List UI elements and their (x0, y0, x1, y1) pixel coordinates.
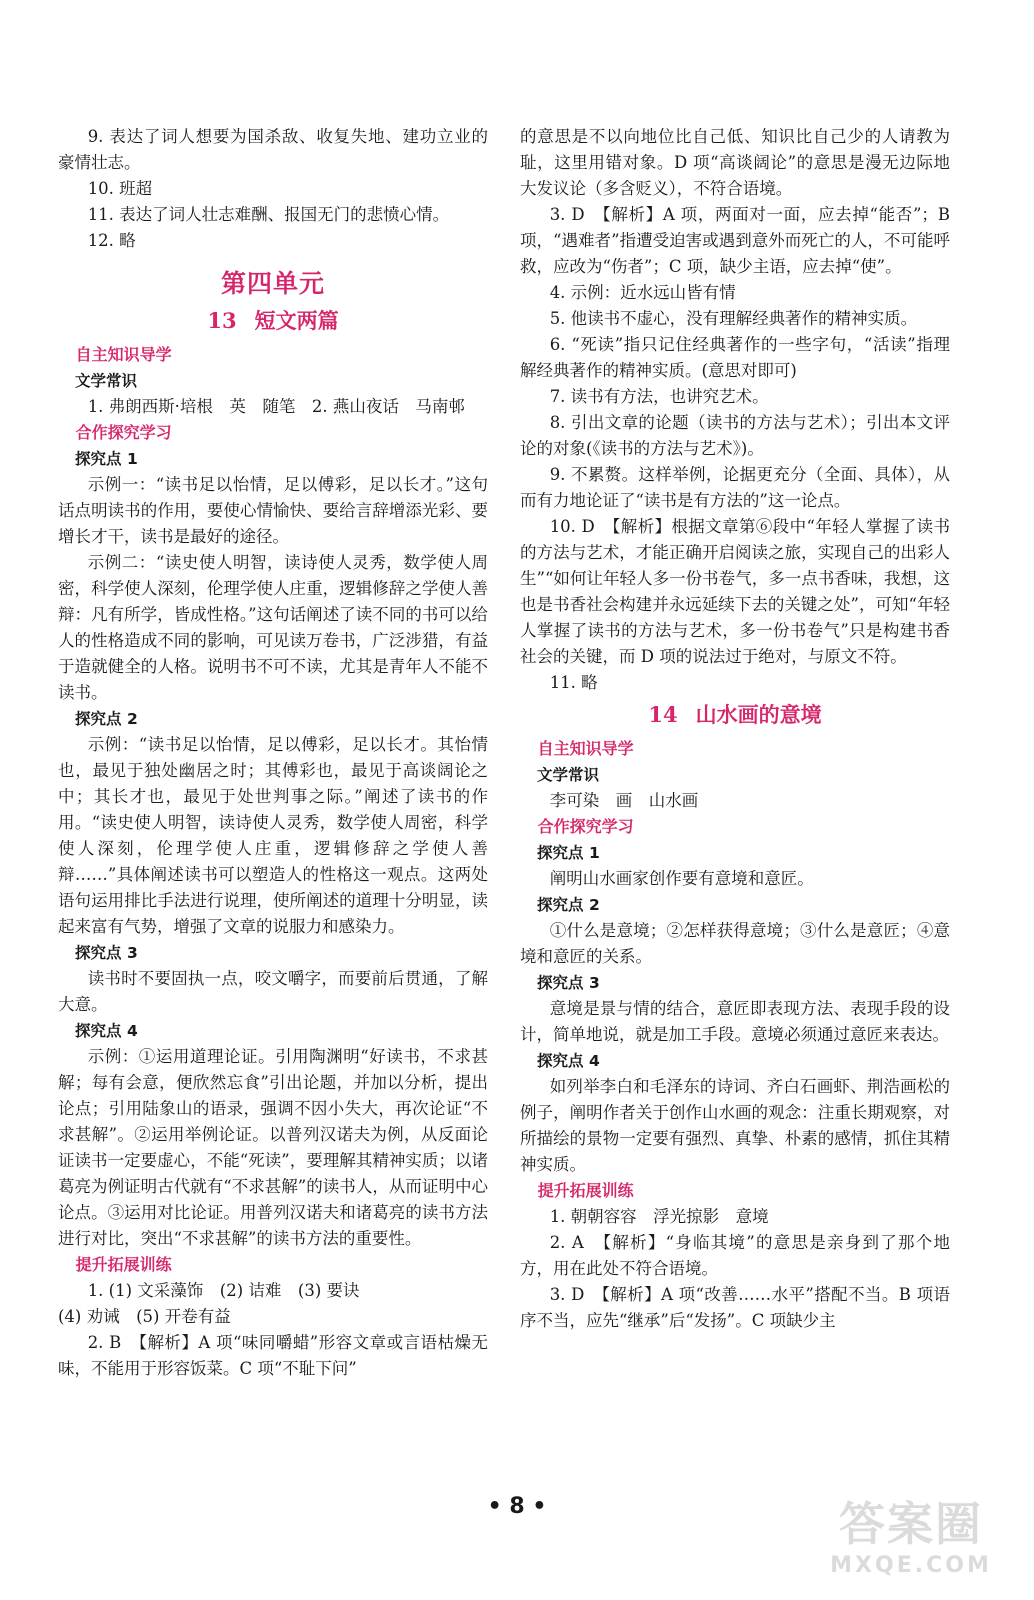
watermark-line2: MXQE.COM (830, 1553, 992, 1578)
paragraph: 2. A 【解析】“身临其境”的意思是亲身到了那个地方，用在此处不符合语境。 (520, 1233, 950, 1278)
subheading: 探究点 1 (75, 450, 138, 468)
lesson-title (58, 306, 488, 336)
lesson-name: 山水画的意境 (695, 702, 822, 727)
watermark-logo (816, 1496, 1006, 1586)
paragraph: 9. 表达了词人想要为国杀敌、收复失地、建功立业的豪情壮志。 (58, 127, 488, 172)
subheading: 文学常识 (537, 766, 600, 784)
subheading: 探究点 4 (75, 1022, 138, 1040)
section-heading: 提升拓展训练 (75, 1255, 172, 1274)
paragraph: 1. (1) 文采藻饰 (2) 诘难 (3) 要诀 (87, 1281, 360, 1300)
left-column (58, 124, 488, 1382)
paragraph: ①什么是意境；②怎样获得意境；③什么是意匠；④意境和意匠的关系。 (520, 921, 950, 966)
paragraph: 示例二：“读史使人明智，读诗使人灵秀，数学使人周密，科学使人深刻，伦理学使人庄重，逻辑修辞之学使人善辩：凡有所学，皆成性格。”这句话阐述了读不同的书可以给人的性格造成不同的影响，可见读万卷书，广泛涉猎，有益于造就健全的人格。说明书不可不读，尤其是青年人不能不读书。 (58, 553, 488, 702)
paragraph: 9. 不累赘。这样举例，论据更充分（全面、具体），从而有力地论证了“读书是有方法的”这一论点。 (520, 465, 950, 510)
paragraph: 2. B 【解析】A 项“味同嚼蜡”形容文章或言语枯燥无味，不能用于形容饭菜。C 项“不耻下问” (58, 1333, 488, 1378)
paragraph: 读书时不要固执一点，咬文嚼字，而要前后贯通，了解大意。 (58, 969, 488, 1014)
paragraph: 7. 读书有方法，也讲究艺术。 (549, 387, 769, 406)
lesson-title (520, 700, 950, 730)
section-heading: 提升拓展训练 (537, 1181, 634, 1200)
section-heading: 自主知识导学 (537, 739, 634, 758)
paragraph: 示例：“读书足以怡情，足以傅彩，足以长才。其怡情也，最见于独处幽居之时；其傅彩也，最见于高谈阔论之中；其长才也，最见于处世判事之际。”阐述了读书的作用。“读史使人明智，读诗使人灵秀，数学使人周密，科学使人深刻，伦理学使人庄重，逻辑修辞之学使人善辩……”具体阐述读书可以塑造人的性格这一观点。这两处语句运用排比手法进行说理，使所阐述的道理十分明显，读起来富有气势，增强了文章的说服力和感染力。 (58, 735, 488, 936)
paragraph: 11. 表达了词人壮志难酬、报国无门的悲愤心情。 (87, 205, 450, 224)
paragraph: 8. 引出文章的论题（读书的方法与艺术）；引出本文评论的对象(《读书的方法与艺术》)。 (520, 413, 950, 458)
paragraph-continued: (4) 劝诫 (5) 开卷有益 (58, 1307, 231, 1326)
paragraph: 4. 示例：近水远山皆有情 (549, 283, 736, 302)
paragraph: 11. 略 (549, 673, 598, 692)
paragraph: 10. D 【解析】根据文章第⑥段中“年轻人掌握了读书的方法与艺术，才能正确开启阅读之旅，实现自己的出彩人生”“如何让年轻人多一份书卷气，多一点书香味，我想，这也是书香社会构建并永远延续下去的关键之处”，可知“年轻人掌握了读书的方法与艺术，多一份书卷气”只是构建书香社会的关键，而 D 项的说法过于绝对，与原文不符。 (520, 517, 950, 666)
paragraph: 6. “死读”指只记住经典著作的一些字句，“活读”指理解经典著作的精神实质。(意思对即可) (520, 335, 950, 380)
subheading: 文学常识 (75, 372, 138, 390)
section-heading: 自主知识导学 (75, 345, 172, 364)
subheading: 探究点 4 (537, 1052, 600, 1070)
unit-title: 第四单元 (220, 269, 325, 298)
paragraph: 如列举李白和毛泽东的诗词、齐白石画虾、荆浩画松的例子，阐明作者关于创作山水画的观念：注重长期观察，对所描绘的景物一定要有强烈、真挚、朴素的感情，抓住其精神实质。 (520, 1077, 950, 1174)
page-number: • 8 • (487, 1494, 547, 1519)
paragraph: 5. 他读书不虚心，没有理解经典著作的精神实质。 (549, 309, 918, 328)
paragraph: 3. D 【解析】A 项，两面对一面，应去掉“能否”；B 项，“遇难者”指遭受迫害或遇到意外而死亡的人，不可能呼救，应改为“伤者”；C 项，缺少主语，应去掉“使”。 (520, 205, 950, 276)
paragraph: 10. 班超 (87, 179, 153, 198)
paragraph: 3. D 【解析】A 项“改善……水平”搭配不当。B 项语序不当，应先“继承”后“发扬”。C 项缺少主 (520, 1285, 950, 1330)
section-heading: 合作探究学习 (537, 817, 634, 836)
paragraph: 示例：①运用道理论证。引用陶渊明“好读书，不求甚解；每有会意，便欣然忘食”引出论题，并加以分析，提出论点；引用陆象山的语录，强调不因小失大，再次论证“不求甚解”。②运用举例论证。以普列汉诺夫为例，从反面论证读书一定要虚心，不能“死读”，要理解其精神实质；以诸葛亮为例证明古代就有“不求甚解”的读书人，从而证明中心论点。③运用对比论证。用普列汉诺夫和诸葛亮的读书方法进行对比，突出“不求甚解”的读书方法的重要性。 (58, 1047, 488, 1248)
paragraph: 1. 弗朗西斯·培根 英 随笔 2. 燕山夜话 马南邨 (87, 397, 465, 416)
paragraph: 意境是景与情的结合，意匠即表现方法、表现手段的设计，简单地说，就是加工手段。意境必须通过意匠来表达。 (520, 999, 950, 1044)
section-heading: 合作探究学习 (75, 423, 172, 442)
right-column (520, 124, 950, 1334)
paragraph: 12. 略 (87, 231, 136, 250)
paragraph: 示例一：“读书足以怡情，足以傅彩，足以长才。”这句话点明读书的作用，要使心情愉快、要给言辞增添光彩、要增长才干，读书是最好的途径。 (58, 475, 488, 546)
lesson-number: 13 (207, 308, 237, 333)
watermark-line1: 答案圈 (839, 1497, 983, 1551)
subheading: 探究点 3 (75, 944, 138, 962)
paragraph: 1. 朝朝容容 浮光掠影 意境 (549, 1207, 769, 1226)
paragraph: 李可染 画 山水画 (549, 791, 699, 810)
subheading: 探究点 1 (537, 844, 600, 862)
paragraph: 阐明山水画家创作要有意境和意匠。 (549, 869, 814, 888)
subheading: 探究点 3 (537, 974, 600, 992)
paragraph-continued: 的意思是不以向地位比自己低、知识比自己少的人请教为耻，这里用错对象。D 项“高谈阔论”的意思是漫无边际地大发议论（多含贬义），不符合语境。 (520, 127, 950, 198)
lesson-number: 14 (648, 702, 678, 727)
subheading: 探究点 2 (537, 896, 600, 914)
lesson-name: 短文两篇 (254, 308, 339, 333)
subheading: 探究点 2 (75, 710, 138, 728)
